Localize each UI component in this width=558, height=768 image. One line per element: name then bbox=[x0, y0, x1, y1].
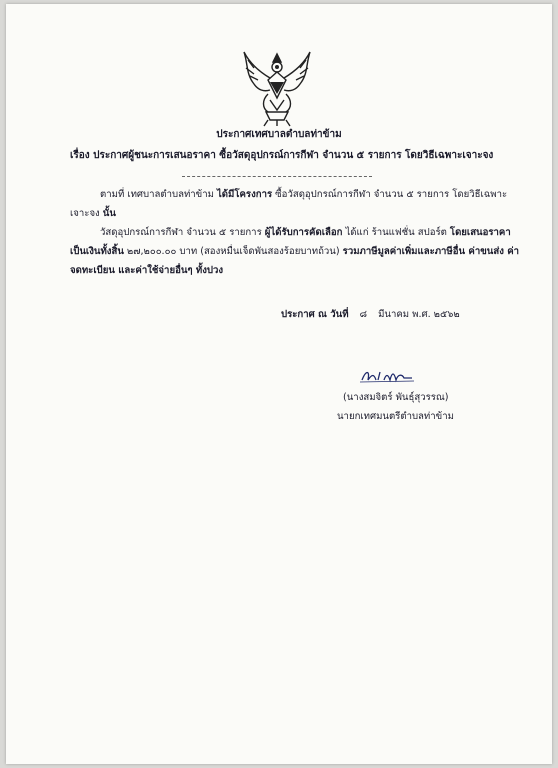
subject-label: เรื่อง ประกาศผู้ชนะการเสนอราคา bbox=[70, 150, 216, 161]
date-label: ประกาศ ณ วันที่ bbox=[281, 309, 349, 320]
paragraph-2-line-3: จดทะเบียน และค่าใช้จ่ายอื่นๆ ทั้งปวง bbox=[70, 265, 224, 276]
p2-text-d: โดยเสนอราคา bbox=[449, 227, 511, 238]
document-page bbox=[6, 4, 552, 764]
p1-text-b: ได้มีโครงการ bbox=[216, 189, 273, 200]
date-day: ๘ bbox=[359, 309, 367, 320]
handwritten-signature bbox=[358, 364, 418, 386]
paragraph-2-line-1 bbox=[100, 226, 511, 240]
paragraph-1-line-2 bbox=[70, 207, 116, 221]
signer-name: (นางสมจิตร์ พันธุ์สุวรรณ) bbox=[343, 392, 449, 403]
garuda-emblem-icon bbox=[240, 48, 314, 128]
paragraph-1-line-1 bbox=[100, 188, 507, 202]
paragraph-2-line-2 bbox=[70, 245, 519, 259]
p2-text-g: รวมภาษีมูลค่าเพิ่มและภาษีอื่น ค่าขนส่ง ค่า bbox=[342, 246, 520, 257]
p2-text-a: วัสดุอุปกรณ์การกีฬา จำนวน ๕ รายการ bbox=[100, 227, 265, 238]
p2-text-b: ผู้ได้รับการคัดเลือก bbox=[264, 227, 343, 238]
announcement-subject bbox=[70, 149, 493, 163]
p1-text-a: ตามที่ เทศบาลตำบลท่าข้าม bbox=[100, 189, 217, 200]
signer-position: นายกเทศมนตรีตำบลท่าข้าม bbox=[337, 411, 454, 422]
p1-text-d: เจาะจง bbox=[70, 208, 103, 219]
p2-text-e: เป็นเงินทั้งสิ้น bbox=[70, 246, 124, 257]
divider-line bbox=[182, 176, 372, 177]
p2-text-f: ๒๗,๒๐๐.๐๐ บาท (สองหมื่นเจ็ดพันสองร้อยบาทถ้วน) bbox=[123, 246, 343, 257]
p1-text-c: ซื้อวัสดุอุปกรณ์การกีฬา จำนวน ๕ รายการ โดยวิธีเฉพาะ bbox=[272, 189, 508, 200]
p2-text-c: ได้แก่ ร้านแฟชั่น สปอร์ต bbox=[342, 227, 450, 238]
date-month-year: มีนาคม พ.ศ. ๒๕๖๒ bbox=[378, 309, 460, 320]
subject-text: ซื้อวัสดุอุปกรณ์การกีฬา จำนวน ๕ รายการ โดยวิธีเฉพาะเจาะจง bbox=[215, 150, 494, 161]
announcement-title: ประกาศเทศบาลตำบลท่าข้าม bbox=[216, 129, 342, 140]
p1-text-e: นั้น bbox=[102, 208, 116, 219]
announcement-date bbox=[281, 308, 460, 322]
